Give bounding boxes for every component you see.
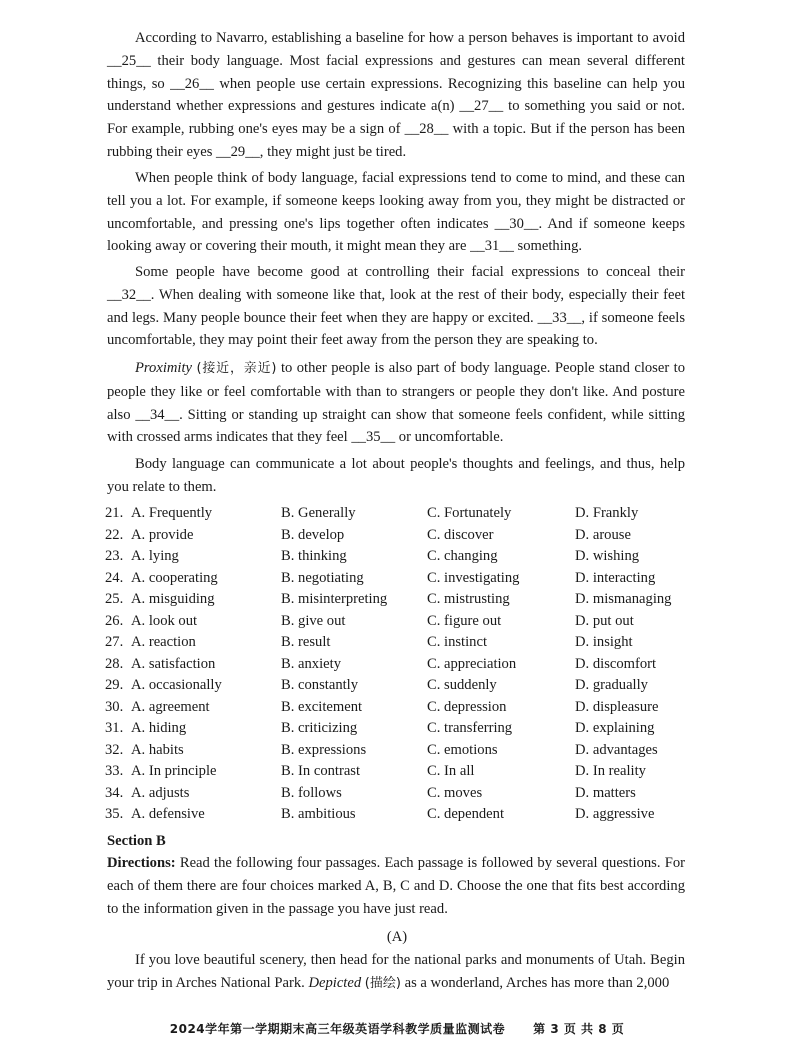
option-d[interactable]: D. interacting — [575, 569, 656, 586]
option-a[interactable]: A. agreement — [131, 698, 210, 715]
depicted-term: Depicted — [308, 974, 362, 991]
option-c[interactable]: C. mistrusting — [427, 591, 510, 607]
question-row — [105, 632, 705, 654]
question-row — [105, 718, 705, 740]
option-c[interactable]: C. Fortunately — [427, 505, 512, 521]
question-row — [105, 761, 705, 783]
paragraph-5 — [107, 453, 685, 499]
option-d[interactable]: D. gradually — [575, 677, 648, 693]
question-row — [105, 611, 705, 633]
option-a[interactable]: A. look out — [131, 612, 198, 629]
option-d[interactable]: D. put out — [575, 612, 634, 629]
option-a[interactable]: A. Frequently — [131, 505, 213, 521]
question-row — [105, 804, 705, 826]
option-c[interactable]: C. depression — [427, 698, 507, 715]
question-number: 33. — [105, 763, 124, 779]
directions — [107, 852, 685, 920]
question-number: 25. — [105, 591, 124, 607]
proximity-gloss: (接近，亲近) — [196, 361, 277, 376]
question-number: 31. — [105, 720, 124, 736]
question-row — [105, 697, 705, 719]
paragraph-2-text: When people think of body language, facial expressions tend to come to mind, and these can tell you a lot. For example, if someone keeps looking away from you, they might be distracted or uncomfortable, and pressing one's lips together often indicates __30__. And if someone keeps looking away or covering their mouth, it might mean they are __31__ something. — [107, 170, 685, 255]
question-number: 29. — [105, 677, 124, 693]
option-b[interactable]: B. follows — [281, 784, 342, 801]
question-row — [105, 675, 705, 697]
option-d[interactable]: D. Frankly — [575, 505, 639, 521]
question-number: 24. — [105, 569, 124, 586]
option-a[interactable]: A. cooperating — [131, 569, 218, 586]
option-b[interactable]: B. negotiating — [281, 569, 364, 586]
option-c[interactable]: C. emotions — [427, 741, 498, 758]
option-d[interactable]: D. discomfort — [575, 655, 657, 672]
option-b[interactable]: B. constantly — [281, 677, 359, 693]
option-d[interactable]: D. wishing — [575, 548, 640, 564]
option-a[interactable]: A. misguiding — [131, 591, 215, 607]
paragraph-4-text: to other people is also part of body language. People stand closer to people they like or feel comfortable with than to strangers or people they don't like. And posture also __34__. Sitting or standing up straight can show that someone feels confident, while sitting with crossed arms indicates that they feel __35__ or uncomfortable. — [107, 360, 685, 446]
option-a[interactable]: A. habits — [131, 741, 184, 758]
footer-title: 2024学年第一学期期末高三年级英语学科教学质量监测试卷 — [169, 1022, 506, 1036]
section-b-title: Section B — [107, 833, 166, 849]
option-d[interactable]: D. matters — [575, 784, 636, 801]
question-row — [105, 525, 705, 547]
question-number: 32. — [105, 741, 124, 758]
option-b[interactable]: B. expressions — [281, 741, 367, 758]
option-a[interactable]: A. adjusts — [131, 784, 190, 801]
page-footer — [0, 1020, 794, 1037]
paragraph-1-text: According to Navarro, establishing a baseline for how a person behaves is important to avoid __25__ their body language. Most facial expressions and gestures can mean several different things, so __26__ when people use certain expressions. Recognizing this baseline can help you understand whether expressions and gestures indicate a(n) __27__ to something you said or not. For example, rubbing one's eyes may be a sign of __28__ with a topic. But if the person has been rubbing their eyes __29__, they might just be tired. — [107, 30, 685, 160]
question-row — [105, 783, 705, 805]
question-number: 28. — [105, 655, 124, 672]
option-d[interactable]: D. mismanaging — [575, 591, 672, 607]
option-b[interactable]: B. excitement — [281, 698, 363, 715]
passage-a-text — [107, 949, 685, 996]
question-row — [105, 568, 705, 590]
question-number: 27. — [105, 634, 124, 650]
option-a[interactable]: A. In principle — [131, 763, 217, 779]
option-a[interactable]: A. provide — [131, 526, 194, 543]
option-b[interactable]: B. give out — [281, 612, 346, 629]
option-c[interactable]: C. transferring — [427, 720, 513, 736]
option-c[interactable]: C. appreciation — [427, 655, 517, 672]
question-number: 26. — [105, 612, 124, 629]
option-d[interactable]: D. aggressive — [575, 806, 655, 822]
option-c[interactable]: C. instinct — [427, 634, 487, 650]
option-c[interactable]: C. changing — [427, 548, 498, 564]
option-d[interactable]: D. explaining — [575, 720, 655, 736]
question-number: 34. — [105, 784, 124, 801]
option-a[interactable]: A. occasionally — [131, 677, 222, 693]
question-number: 30. — [105, 698, 124, 715]
question-number: 35. — [105, 806, 124, 822]
option-a[interactable]: A. hiding — [131, 720, 187, 736]
question-row — [105, 740, 705, 762]
question-options — [105, 503, 705, 826]
question-number: 21. — [105, 505, 124, 521]
directions-label: Directions: — [107, 855, 176, 871]
option-b[interactable]: B. criticizing — [281, 720, 358, 736]
question-number: 22. — [105, 526, 124, 543]
option-d[interactable]: D. arouse — [575, 526, 631, 543]
paragraph-5-text: Body language can communicate a lot about people's thoughts and feelings, and thus, help you relate to them. — [107, 456, 685, 495]
option-b[interactable]: B. develop — [281, 526, 345, 543]
question-row — [105, 503, 705, 525]
proximity-term: Proximity — [135, 360, 193, 376]
option-d[interactable]: D. insight — [575, 634, 633, 650]
option-c[interactable]: C. investigating — [427, 569, 520, 586]
footer-page-number: 第 3 页 共 8 页 — [533, 1022, 625, 1036]
passage-a-text-before: If you love beautiful scenery, then head for the national parks and monuments of Utah. Begin your trip in Arches National Park. — [107, 952, 685, 991]
option-c[interactable]: C. suddenly — [427, 677, 497, 693]
option-c[interactable]: C. In all — [427, 763, 475, 779]
option-b[interactable]: B. thinking — [281, 548, 347, 564]
option-b[interactable]: B. In contrast — [281, 763, 361, 779]
option-b[interactable]: B. Generally — [281, 505, 356, 521]
option-d[interactable]: D. displeasure — [575, 698, 659, 715]
paragraph-1 — [107, 27, 685, 164]
option-a[interactable]: A. satisfaction — [131, 655, 216, 672]
passage-a-text-after: as a wonderland, Arches has more than 2,000 — [404, 974, 670, 991]
question-row — [105, 546, 705, 568]
option-d[interactable]: D. In reality — [575, 763, 646, 779]
option-b[interactable]: B. result — [281, 634, 331, 650]
paragraph-2 — [107, 167, 685, 258]
option-c[interactable]: C. dependent — [427, 806, 505, 822]
option-a[interactable]: A. reaction — [131, 634, 196, 650]
option-c[interactable]: C. moves — [427, 784, 483, 801]
directions-text: Read the following four passages. Each passage is followed by several questions. For each of them there are four choices marked A, B, C and D. Choose the one that fits best according to the information given in the passage you have just read. — [107, 855, 685, 917]
question-row — [105, 654, 705, 676]
option-d[interactable]: D. advantages — [575, 741, 658, 758]
option-a[interactable]: A. lying — [131, 548, 179, 564]
paragraph-3 — [107, 261, 685, 352]
option-c[interactable]: C. discover — [427, 526, 494, 543]
passage-a-label: (A) — [386, 929, 408, 945]
option-a[interactable]: A. defensive — [131, 806, 205, 822]
paragraph-3-text: Some people have become good at controlling their facial expressions to conceal their __32__. When dealing with someone like that, look at the rest of their body, especially their feet and legs. Many people bounce their feet when they are happy or excited. __33__, if someone feels uncomfortable, they may point their feet away from the person they are speaking to. — [107, 264, 685, 349]
option-b[interactable]: B. misinterpreting — [281, 591, 388, 607]
paragraph-4 — [107, 357, 685, 449]
option-b[interactable]: B. ambitious — [281, 806, 356, 822]
depicted-gloss: (描绘) — [364, 975, 401, 991]
option-b[interactable]: B. anxiety — [281, 655, 341, 672]
question-number: 23. — [105, 548, 124, 564]
question-row — [105, 589, 705, 611]
option-c[interactable]: C. figure out — [427, 612, 502, 629]
